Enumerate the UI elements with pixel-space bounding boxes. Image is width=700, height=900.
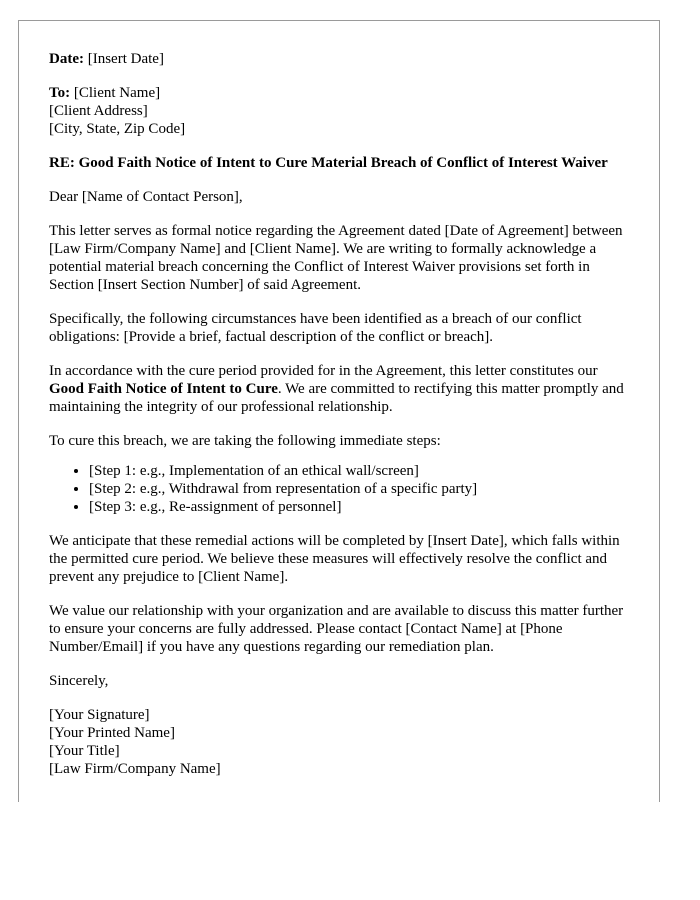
to-label: To:: [49, 85, 71, 101]
body-paragraph-5: We value our relationship with your organization and are available to discuss this matter further to ensure your concerns are fully addressed. Please contact [Contact Name] at [Phone Number/Email] if you have any questions regarding our remediation plan.: [49, 603, 624, 655]
closing: Sincerely,: [49, 673, 109, 689]
paragraph3-after: . We are committed to rectifying this matter promptly and maintaining the integrity of our professional relationship.: [49, 381, 624, 415]
steps-list: [49, 462, 628, 516]
body-paragraph-4: We anticipate that these remedial actions will be completed by [Insert Date], which falls within the permitted cure period. We believe these measures will effectively resolve the conflict and prevent any prejudice to [Client Name].: [49, 533, 620, 585]
paragraph3-before: In accordance with the cure period provided for in the Agreement, this letter constitutes our: [49, 363, 598, 379]
recipient-address: [Client Address]: [49, 103, 148, 119]
signature-block: [49, 706, 628, 778]
recipient-name: [Client Name]: [73, 85, 161, 101]
salutation: Dear [Name of Contact Person],: [49, 189, 243, 205]
list-item: • [Step 2: e.g., Withdrawal from representation of a specific party]: [89, 480, 628, 498]
body-paragraph-3: [49, 362, 628, 416]
firm-line: [Law Firm/Company Name]: [49, 761, 221, 777]
steps-intro: To cure this breach, we are taking the following immediate steps:: [49, 433, 441, 449]
list-item: • [Step 1: e.g., Implementation of an ethical wall/screen]: [89, 462, 628, 480]
list-item: • [Step 3: e.g., Re-assignment of personnel]: [89, 498, 628, 516]
date-label: Date:: [49, 51, 84, 67]
signature-line: [Your Signature]: [49, 707, 150, 723]
paragraph3-emphasis: Good Faith Notice of Intent to Cure: [49, 381, 278, 397]
title-line: [Your Title]: [49, 743, 120, 759]
subject-line: RE: Good Faith Notice of Intent to Cure Material Breach of Conflict of Interest Waiver: [49, 155, 608, 171]
recipient-city: [City, State, Zip Code]: [49, 121, 186, 137]
letter-page: [18, 20, 660, 802]
date-value: [Insert Date]: [87, 51, 164, 67]
date-line: [49, 50, 628, 68]
recipient-name-line: [49, 84, 628, 102]
recipient-block: [49, 84, 628, 138]
body-paragraph-2: Specifically, the following circumstances have been identified as a breach of our conflict obligations: [Provide a brief, factual description of the conflict or breach].: [49, 311, 582, 345]
body-paragraph-1: This letter serves as formal notice regarding the Agreement dated [Date of Agreement] between [Law Firm/Company Name] and [Client Name]. We are writing to formally acknowledge a potential material breach concerning the Conflict of Interest Waiver provisions set forth in Section [Insert Section Number] of said Agreement.: [49, 223, 623, 293]
printed-name-line: [Your Printed Name]: [49, 725, 175, 741]
